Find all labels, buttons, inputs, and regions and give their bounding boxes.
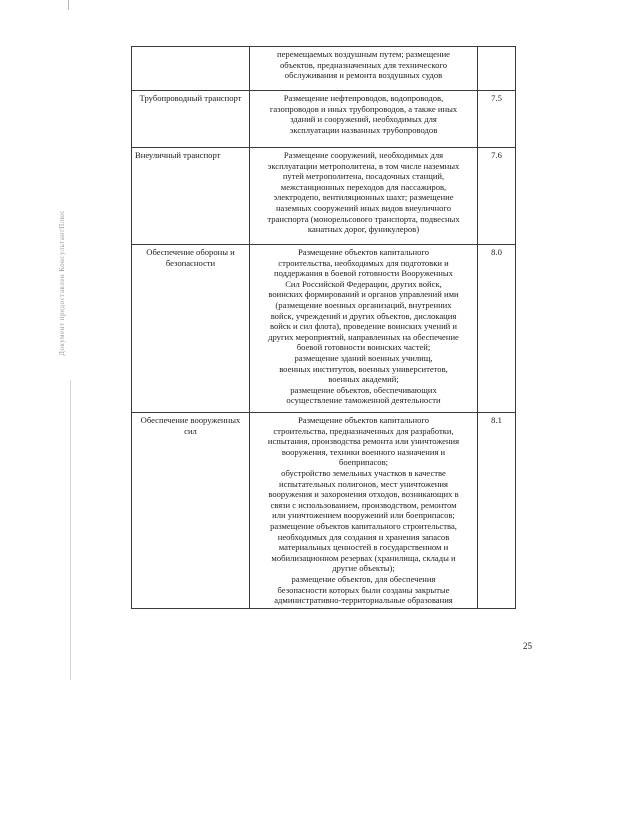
row-name-cell: Внеуличный транспорт xyxy=(132,148,250,245)
description-line: испытания, производства ремонта или уничтожения xyxy=(267,436,460,447)
table-row xyxy=(132,47,516,91)
scan-edge-mark-top xyxy=(68,0,69,10)
description-line: поддержания в боевой готовности Вооруженных xyxy=(274,268,453,279)
row-description-cell xyxy=(250,47,478,91)
description-line: связи с использованием, производством, ремонтом xyxy=(270,499,457,510)
description-line: вооружения, техники военного назначения и xyxy=(281,446,446,457)
description-line: военных институтов, военных университетов, xyxy=(279,363,448,374)
margin-watermark-text: Документ предоставлен КонсультантПлюс xyxy=(58,210,66,356)
description-line: воинских формирований и органов управлений ими xyxy=(268,289,459,300)
description-line: эксплуатации метрополитена, в том числе наземных xyxy=(267,160,460,171)
description-line: Сил Российской Федерации, других войск, xyxy=(285,278,442,289)
description-line: транспорта (монорельсового транспорта, подвесных xyxy=(267,213,460,224)
row-description-cell xyxy=(250,148,478,245)
scan-edge-mark-left xyxy=(70,380,71,680)
row-name-cell: Трубопроводный транспорт xyxy=(132,91,250,148)
description-line: межстанционных переходов для пассажиров, xyxy=(280,181,447,192)
description-line: материальных ценностей в государственном и xyxy=(278,542,449,553)
table-row xyxy=(132,91,516,148)
description-line: канатных дорог, фуникулеров) xyxy=(307,224,420,235)
description-line: электродепо, вентиляционных шахт; размещение xyxy=(273,192,454,203)
row-name-cell: Обеспечение обороны и безопасности xyxy=(132,245,250,413)
description-line: войск и сил флота), проведение воинских учений и xyxy=(269,321,458,332)
description-line: безопасности которых были созданы закрытые xyxy=(277,584,450,595)
description-line: обустройство земельных участков в качестве xyxy=(281,467,446,478)
page-number: 25 xyxy=(523,641,532,651)
table-row xyxy=(132,413,516,609)
description-line: объектов, предназначенных для технического xyxy=(280,59,447,70)
description-line: других мероприятий, направленных на обеспечение xyxy=(268,331,459,342)
description-line: Размещение объектов капитального xyxy=(297,247,430,257)
row-description-cell xyxy=(250,91,478,148)
row-code-cell: 7.5 xyxy=(478,91,516,148)
row-description-cell xyxy=(250,245,478,413)
description-line: эксплуатации названных трубопроводов xyxy=(289,124,438,135)
description-line: или уничтожением вооружений или боеприпасов; xyxy=(272,510,455,521)
description-line: строительства, необходимых для подготовки и xyxy=(278,257,449,268)
description-line: перемещаемых воздушным путем; размещение xyxy=(277,49,450,59)
description-line: зданий и сооружений, необходимых для xyxy=(290,114,437,125)
row-code-cell: 8.1 xyxy=(478,413,516,609)
description-line: наземных сооружений иных видов внеуличного xyxy=(275,202,452,213)
description-line: осуществление таможенной деятельности xyxy=(286,395,441,406)
description-line: размещение зданий военных училищ, xyxy=(294,352,433,363)
description-line: Размещение сооружений, необходимых для xyxy=(283,150,444,160)
description-line: испытательных полигонов, мест уничтожения xyxy=(279,478,448,489)
description-line: боеприпасов; xyxy=(338,457,389,468)
description-line: Размещение объектов капитального xyxy=(297,415,430,425)
description-line: другие объекты); xyxy=(332,563,395,574)
description-line: вооружения и захоронения отходов, возникающих в xyxy=(268,489,459,500)
table-row xyxy=(132,148,516,245)
row-name-cell: Обеспечение вооруженных сил xyxy=(132,413,250,609)
description-line: размещение объектов, для обеспечения xyxy=(291,573,436,584)
description-line: размещение объектов капитального строительства, xyxy=(270,520,457,531)
description-line: военных академий; xyxy=(328,374,399,385)
row-code-cell: 8.0 xyxy=(478,245,516,413)
description-line: путей метрополитена, посадочных станций, xyxy=(282,171,445,182)
land-use-table xyxy=(131,46,516,609)
row-code-cell xyxy=(478,47,516,91)
description-line: (размещение военных организаций, внутренних xyxy=(275,299,452,310)
description-line: строительства, предназначенных для разработки, xyxy=(273,425,454,436)
description-line: мобилизационном резервах (хранилища, склады и xyxy=(271,552,456,563)
description-line: административно-территориальные образования xyxy=(274,595,453,606)
description-line: Размещение нефтепроводов, водопроводов, xyxy=(283,93,444,103)
description-line: обслуживания и ремонта воздушных судов xyxy=(284,70,443,81)
description-line: необходимых для создания и хранения запасов xyxy=(277,531,450,542)
description-line: газопроводов и иных трубопроводов, а также иных xyxy=(269,103,458,114)
row-code-cell: 7.6 xyxy=(478,148,516,245)
description-line: размещение объектов, обеспечивающих xyxy=(290,384,437,395)
row-description-cell xyxy=(250,413,478,609)
description-line: войск, учреждений и других объектов, дислокация xyxy=(270,310,457,321)
row-name-cell xyxy=(132,47,250,91)
table-row xyxy=(132,245,516,413)
description-line: боевой готовности воинских частей; xyxy=(296,342,431,353)
